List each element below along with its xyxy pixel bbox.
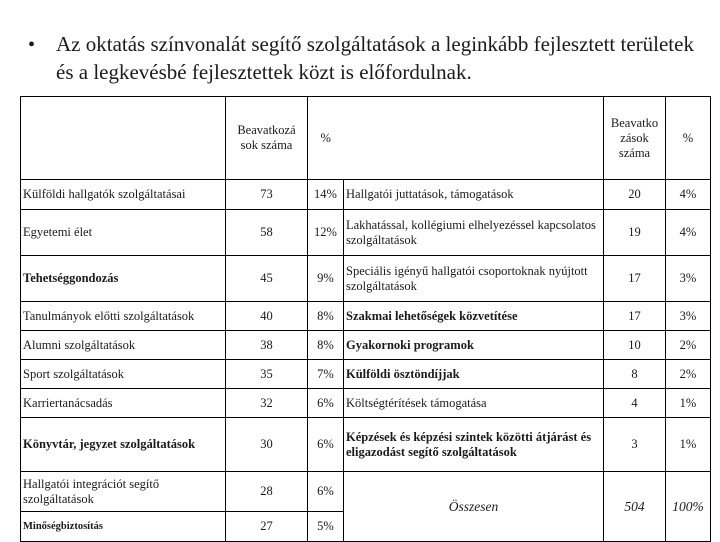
right-count: 10 [604,331,666,360]
right-service: Költségtérítések támogatása [344,389,604,418]
table-row [21,472,711,512]
right-pct: 1% [666,418,711,472]
left-count: 30 [226,418,308,472]
right-count: 20 [604,180,666,210]
table-row [21,360,711,389]
right-service: Lakhatással, kollégiumi elhelyezéssel kapcsolatos szolgáltatások [344,210,604,256]
left-count: 40 [226,302,308,331]
left-count: 45 [226,256,308,302]
right-pct: 3% [666,256,711,302]
left-service: Alumni szolgáltatások [21,331,226,360]
total-pct: 100% [666,472,711,542]
header-empty-cell [21,97,226,180]
header-right-pct: % [666,97,711,180]
bullet-text: Az oktatás színvonalát segítő szolgáltatások a leginkább fejlesztett területek és a legkevésbé fejlesztettek közt is előfordulnak. [56,32,694,84]
left-service: Tanulmányok előtti szolgáltatások [21,302,226,331]
left-pct: 5% [308,512,344,542]
left-service: Külföldi hallgatók szolgáltatásai [21,180,226,210]
left-count: 27 [226,512,308,542]
right-count: 8 [604,360,666,389]
total-count: 504 [604,472,666,542]
left-service: Sport szolgáltatások [21,360,226,389]
table-header-row [21,97,711,180]
left-service: Minőségbiztosítás [21,512,226,542]
bullet-symbol: • [28,34,36,56]
right-count: 4 [604,389,666,418]
table-row [21,210,711,256]
left-service: Hallgatói integrációt segítő szolgáltatások [21,472,226,512]
left-count: 73 [226,180,308,210]
table-row [21,256,711,302]
left-pct: 6% [308,418,344,472]
right-count: 17 [604,256,666,302]
left-pct: 7% [308,360,344,389]
left-pct: 6% [308,389,344,418]
left-count: 28 [226,472,308,512]
left-count: 32 [226,389,308,418]
table-row [21,331,711,360]
left-service: Karriertanácsadás [21,389,226,418]
services-table [20,96,711,542]
right-pct: 4% [666,180,711,210]
right-pct: 1% [666,389,711,418]
right-service: Gyakornoki programok [344,331,604,360]
right-count: 3 [604,418,666,472]
table-row [21,389,711,418]
table-row [21,180,711,210]
left-pct: 8% [308,331,344,360]
header-right-count: Beavatko zások száma [604,97,666,180]
right-service: Külföldi ösztöndíjjak [344,360,604,389]
header-empty-cell-right [344,97,604,180]
right-service: Szakmai lehetőségek közvetítése [344,302,604,331]
left-pct: 12% [308,210,344,256]
right-pct: 3% [666,302,711,331]
left-count: 35 [226,360,308,389]
left-count: 58 [226,210,308,256]
slide-bullet [28,30,708,86]
table-row [21,418,711,472]
left-service: Könyvtár, jegyzet szolgáltatások [21,418,226,472]
right-service: Képzések és képzési szintek közötti átjárást és eligazodást segítő szolgáltatások [344,418,604,472]
header-left-count: Beavatkozá sok száma [226,97,308,180]
left-pct: 8% [308,302,344,331]
left-pct: 9% [308,256,344,302]
right-service: Speciális igényű hallgatói csoportoknak nyújtott szolgáltatások [344,256,604,302]
header-left-pct: % [308,97,344,180]
right-pct: 2% [666,331,711,360]
right-service: Hallgatói juttatások, támogatások [344,180,604,210]
right-count: 19 [604,210,666,256]
left-pct: 6% [308,472,344,512]
right-count: 17 [604,302,666,331]
left-count: 38 [226,331,308,360]
left-service: Egyetemi élet [21,210,226,256]
left-pct: 14% [308,180,344,210]
table-row [21,302,711,331]
right-pct: 2% [666,360,711,389]
left-service: Tehetséggondozás [21,256,226,302]
total-label: Összesen [344,472,604,542]
right-pct: 4% [666,210,711,256]
